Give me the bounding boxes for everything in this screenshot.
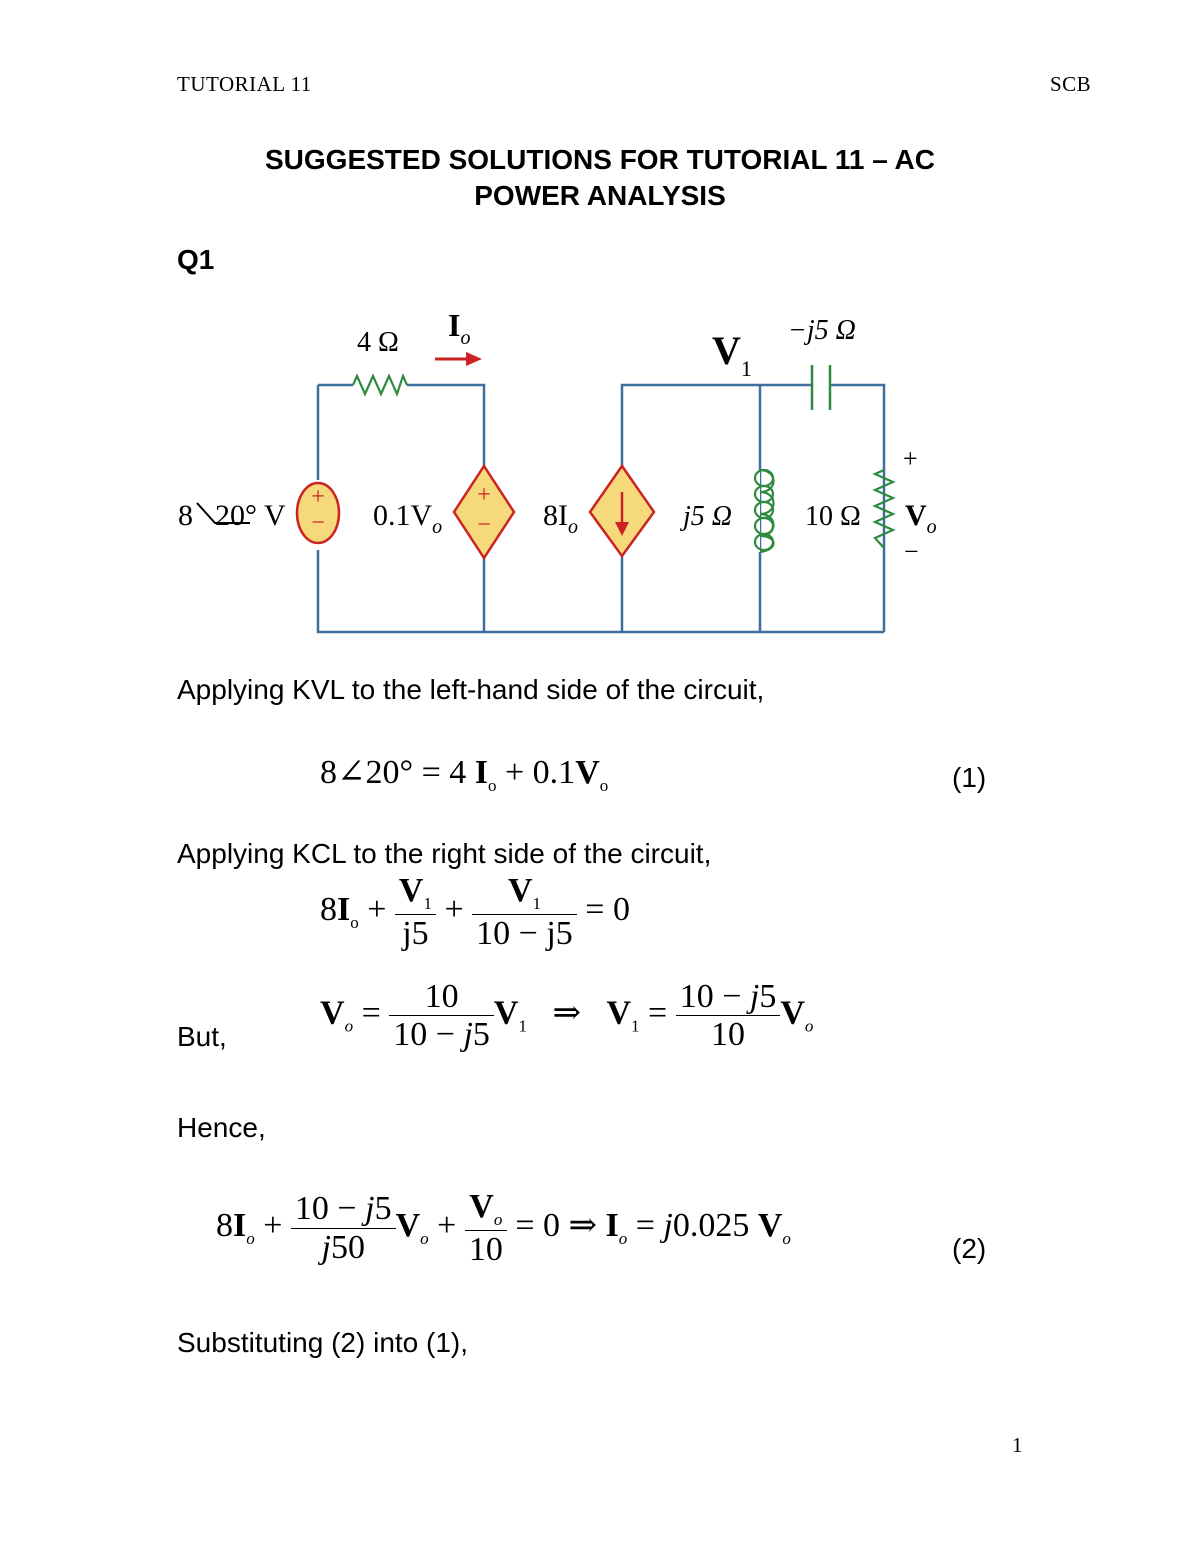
label-dep-voltage: $0.1V_o$ <box>373 499 443 538</box>
header-right: SCB <box>1050 72 1092 96</box>
resistor-4ohm <box>353 376 407 394</box>
capacitor <box>812 365 830 410</box>
label-vo: $V_o$ <box>905 499 937 538</box>
header-left: TUTORIAL 11 <box>177 72 312 96</box>
page-title-line2: POWER ANALYSIS <box>474 180 726 211</box>
equation-kcl: $8I_o$ + $\frac{V_1}{j5}$ + $\frac{V_1}{10 - j5}$ = 0 <box>320 872 630 952</box>
kcl-text: Applying KCL to the right side of the circuit, <box>177 838 712 869</box>
label-vo-minus: − <box>904 537 919 566</box>
question-label: Q1 <box>177 244 215 275</box>
kvl-text: Applying KVL to the left-hand side of the circuit, <box>177 674 765 705</box>
page-title-line1: SUGGESTED SOLUTIONS FOR TUTORIAL 11 – AC <box>264 144 936 175</box>
equation-1: 8∠20° = 4 $I_o + 0.1V_o$ <box>320 754 609 795</box>
dep-source-plus: + <box>477 482 491 508</box>
equation-2-number: (2) <box>952 1233 987 1264</box>
label-dep-current: $8I_o$ <box>543 499 578 538</box>
label-source: 8 20° V <box>178 499 286 532</box>
label-v1: $V_1$ <box>712 328 752 381</box>
label-10ohm: 10 Ω <box>805 501 861 532</box>
circuit-diagram <box>170 300 970 645</box>
dep-source-minus: − <box>477 512 491 538</box>
but-text: But, <box>177 1021 227 1052</box>
voltage-source <box>296 480 340 550</box>
label-io: $I_o$ <box>448 307 471 349</box>
substituting-text: Substituting (2) into (1), <box>177 1327 469 1358</box>
equation-2: $8I_o$ + $\frac{10 - j5}{j50}$ $V_o$ + $\frac{V_o}{10}$ = 0 ⇒ $I_o = j0.025$ $V_o$ <box>216 1188 791 1268</box>
page-number: 1 <box>1012 1433 1023 1457</box>
label-vo-plus: + <box>903 444 918 473</box>
current-arrow-icon <box>435 352 482 366</box>
dependent-current-source <box>590 466 654 556</box>
equation-vo: $V_o$ = $\frac{10}{10 - j5}$ $V_1$ ⇒ $V_1$ = $\frac{10 - j5}{10}$ $V_o$ <box>320 978 814 1054</box>
source-plus: + <box>311 484 325 510</box>
dependent-voltage-source <box>454 466 514 558</box>
source-minus: − <box>311 510 325 536</box>
label-inductor: j5 Ω <box>683 501 733 532</box>
label-4ohm: 4 Ω <box>357 327 399 358</box>
hence-text: Hence, <box>177 1112 266 1143</box>
label-capacitor: −j5 Ω <box>788 315 856 346</box>
equation-1-number: (1) <box>952 762 987 793</box>
